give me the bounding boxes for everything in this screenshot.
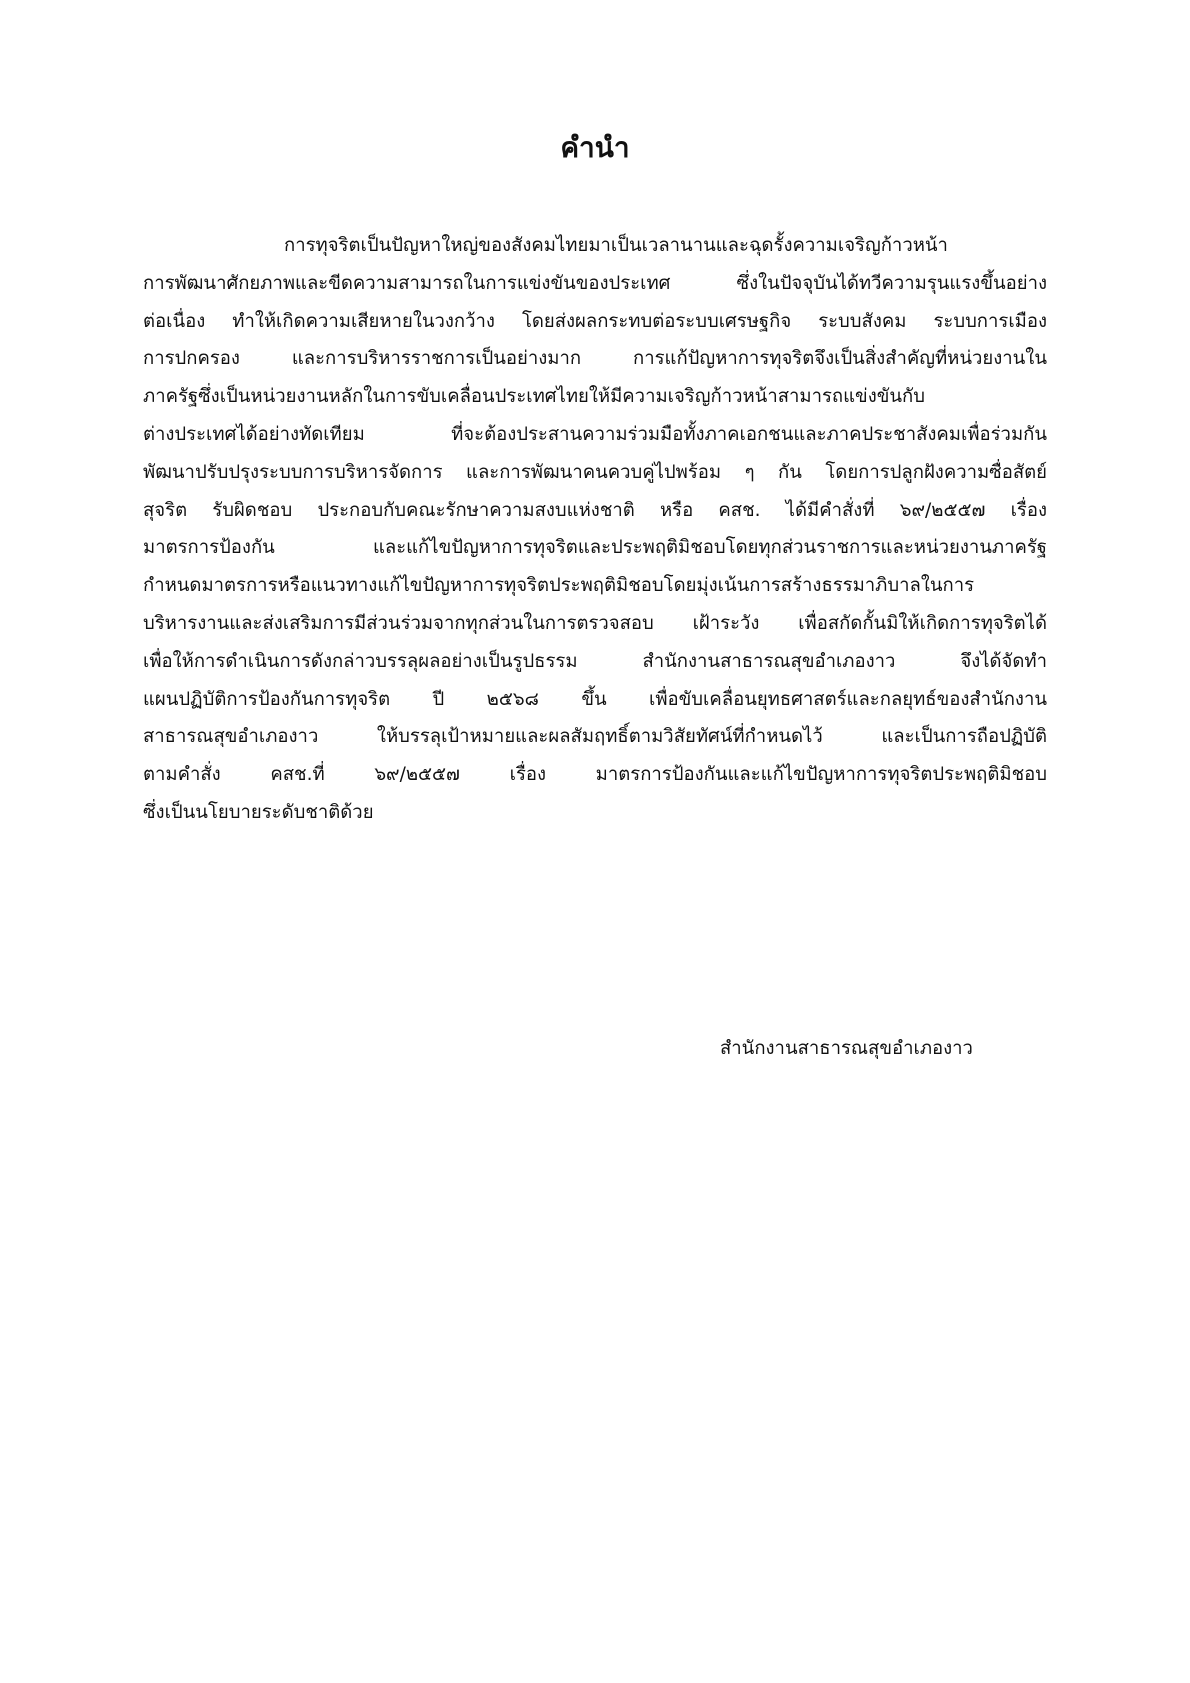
signature-organization: สำนักงานสาธารณสุขอำเภองาว (720, 1038, 973, 1059)
body-line: เพื่อให้การดำเนินการดังกล่าวบรรลุผลอย่างเป็นรูปธรรม สำนักงานสาธารณสุขอำเภองาว จึงได้จัดทำ (143, 650, 1047, 672)
body-line: ต่างประเทศได้อย่างทัดเทียม ที่จะต้องประสานความร่วมมือทั้งภาคเอกชนและภาคประชาสังคมเพื่อร่วมกัน (143, 423, 1047, 445)
body-line: พัฒนาปรับปรุงระบบการบริหารจัดการ และการพัฒนาคนควบคู่ไปพร้อม ๆ กัน โดยการปลูกฝังความซื่อสัตย์ (143, 461, 1047, 483)
body-line: ต่อเนื่อง ทำให้เกิดความเสียหายในวงกว้าง โดยส่งผลกระทบต่อระบบเศรษฐกิจ ระบบสังคม ระบบการเมือง (143, 310, 1047, 332)
body-line: แผนปฏิบัติการป้องกันการทุจริต ปี ๒๕๖๘ ขึ้น เพื่อขับเคลื่อนยุทธศาสตร์และกลยุทธ์ของสำนักงาน (143, 688, 1047, 710)
body-line: บริหารงานและส่งเสริมการมีส่วนร่วมจากทุกส่วนในการตรวจสอบ เฝ้าระวัง เพื่อสกัดกั้นมิให้เกิดการทุจริตได้ (143, 612, 1047, 634)
body-line: สุจริต รับผิดชอบ ประกอบกับคณะรักษาความสงบแห่งชาติ หรือ คสช. ได้มีคำสั่งที่ ๖๙/๒๕๕๗ เรื่อง (143, 499, 1047, 521)
preface-body (143, 227, 1047, 832)
body-line: การปกครอง และการบริหารราชการเป็นอย่างมาก การแก้ปัญหาการทุจริตจึงเป็นสิ่งสำคัญที่หน่วยงานใน (143, 348, 1047, 370)
body-line: กำหนดมาตรการหรือแนวทางแก้ไขปัญหาการทุจริตประพฤติมิชอบโดยมุ่งเน้นการสร้างธรรมาภิบาลในการ (143, 575, 975, 597)
body-line: ภาครัฐซึ่งเป็นหน่วยงานหลักในการขับเคลื่อนประเทศไทยให้มีความเจริญก้าวหน้าสามารถแข่งขันกับ (143, 386, 925, 408)
body-line: การทุจริตเป็นปัญหาใหญ่ของสังคมไทยมาเป็นเวลานานและฉุดรั้งความเจริญก้าวหน้า (284, 235, 948, 256)
body-line: การพัฒนาศักยภาพและขีดความสามารถในการแข่งขันของประเทศ ซึ่งในปัจจุบันได้ทวีความรุนแรงขึ้นอย่าง (143, 272, 1047, 294)
body-line: ตามคำสั่ง คสช.ที่ ๖๙/๒๕๕๗ เรื่อง มาตรการป้องกันและแก้ไขปัญหาการทุจริตประพฤติมิชอบ (143, 764, 1047, 786)
body-line: สาธารณสุขอำเภองาว ให้บรรลุเป้าหมายและผลสัมฤทธิ์ตามวิสัยทัศน์ที่กำหนดไว้ และเป็นการถือปฏิบัติ (143, 726, 1047, 748)
body-line: ซึ่งเป็นนโยบายระดับชาติด้วย (143, 801, 374, 823)
body-line: มาตรการป้องกัน และแก้ไขปัญหาการทุจริตและประพฤติมิชอบโดยทุกส่วนราชการและหน่วยงานภาครัฐ (143, 537, 1047, 559)
document-title: คำนำ (560, 131, 630, 164)
